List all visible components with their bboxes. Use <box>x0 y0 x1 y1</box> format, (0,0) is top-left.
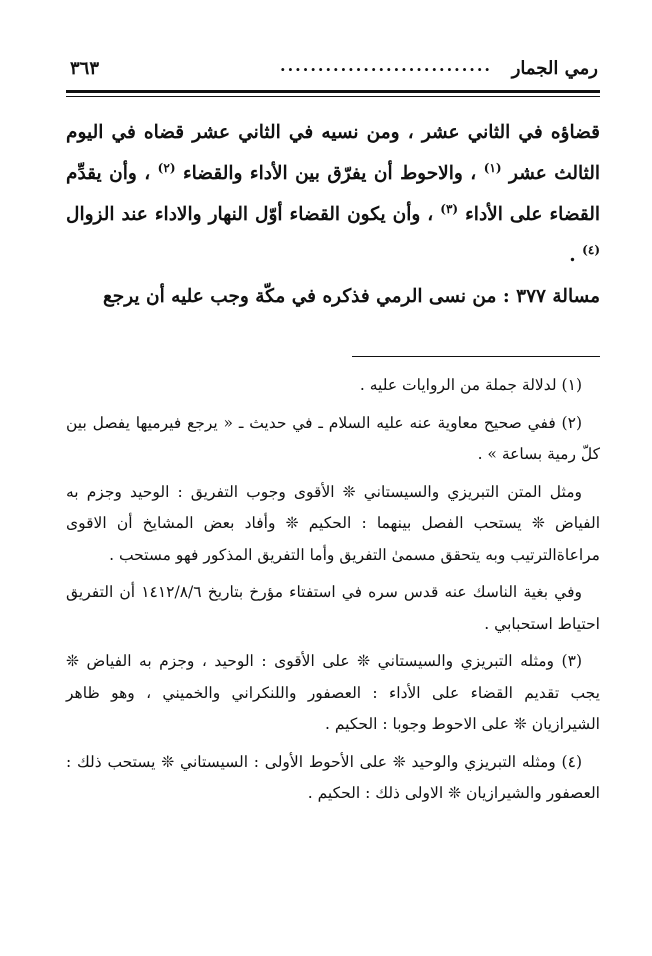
masala-paragraph <box>66 276 600 317</box>
page-number: ٣٦٣ <box>70 58 100 79</box>
masala-text: : من نسى الرمي فذكره في مكّة وجب عليه أن يرجع <box>102 286 517 307</box>
footnote-2-continuation: ومثل المتن التبريزي والسيستاني ❊ الأقوى وجوب التفريق : الوحيد وجزم به الفياض ❊ يستحب الفصل بينهما : الحكيم ❊ وأفاد بعض المشايخ أن الاقوى مراعاةالترتيب وبه يتحقق مسمىٰ التفريق وأما التفريق المذكور فهو مستحب . <box>66 482 600 564</box>
main-text-segment: . <box>569 245 583 266</box>
footnote-3: (٣) ومثله التبريزي والسيستاني ❊ على الأقوى : الوحيد ، وجزم به الفياض ❊ يجب تقديم القضاء على الأداء : العصفور واللنكراني والخميني ، وهو ظاهر الشيرازيان ❊ على الاحوط وجوبا : الحكيم . <box>66 652 600 733</box>
masala-number: مسالة ٣٧٧ <box>516 286 600 307</box>
header-rule-thick <box>66 90 600 93</box>
footnote-ref-2[interactable]: (٢) <box>157 160 176 175</box>
chapter-title: رمي الجمار <box>511 58 598 79</box>
running-header <box>66 56 600 84</box>
footnote-ref-1[interactable]: (١) <box>483 160 502 175</box>
footnote-ref-4[interactable]: (٤) <box>582 242 600 257</box>
footnote-4: (٤) ومثله التبريزي والوحيد ❊ على الأحوط الأولى : السيستاني ❊ يستحب ذلك : العصفور والشيرازيان ❊ الاولى ذلك : الحكيم . <box>66 752 600 802</box>
footnote-1: (١) لدلالة جملة من الروايات عليه . <box>359 376 582 394</box>
footnote-separator <box>352 356 600 357</box>
main-text-segment: قضاؤه في الثاني عشر ، ومن نسيه في الثاني عشر قضاه في اليوم الثالث عشر <box>66 122 600 184</box>
footnote-ref-3[interactable]: (٣) <box>440 201 459 216</box>
header-rule-thin <box>66 96 600 97</box>
main-paragraph <box>66 112 600 276</box>
footnotes <box>66 370 600 816</box>
dot-leader: ............................ <box>280 56 492 75</box>
footnote-2-note: وفي بغية الناسك عنه قدس سره في استفتاء مؤرخ بتاريخ ١٤١٢/٨/٦ أن التفريق احتياط استحبابي . <box>66 583 600 633</box>
main-text-segment: ، وأن يقدِّم القضاء على الأداء <box>66 163 600 225</box>
footnote-2: (٢) ففي صحيح معاوية عنه عليه السلام ـ في حديث ـ « يرجع فيرميها يفصل بين كلّ رمية بساعة » . <box>66 413 600 463</box>
main-text-segment: ، والاحوط أن يفرّق بين الأداء والقضاء <box>182 163 484 184</box>
main-text <box>66 112 600 317</box>
main-text-segment: ، وأن يكون القضاء أوّل النهار والاداء عند الزوال <box>66 204 441 225</box>
